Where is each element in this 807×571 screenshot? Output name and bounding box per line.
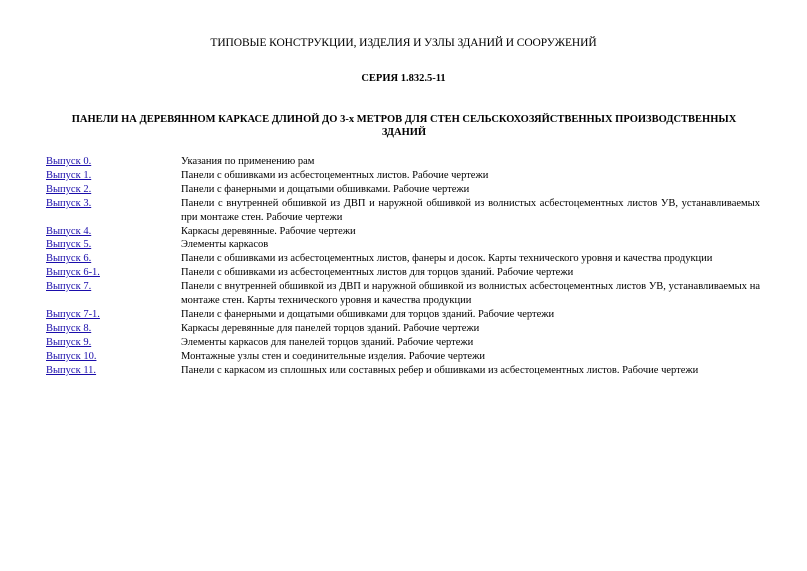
issue-description: Панели с обшивками из асбестоцементных листов. Рабочие чертежи (181, 169, 489, 181)
issue-description: Элементы каркасов (181, 239, 269, 251)
document-heading: ПАНЕЛИ НА ДЕРЕВЯННОМ КАРКАСЕ ДЛИНОЙ ДО 3-х МЕТРОВ ДЛЯ СТЕН СЕЛЬСКОХОЗЯЙСТВЕННЫХ ПРОИЗВОДСТВЕННЫХ ЗДАНИЙ (71, 114, 737, 138)
issue-description: Панели с каркасом из сплошных или составных ребер и обшивками из асбестоцементных листов. Рабочие чертежи (181, 364, 699, 376)
issue-link-4[interactable]: Выпуск 4. (46, 225, 92, 237)
issue-description: Каркасы деревянные для панелей торцов зданий. Рабочие чертежи (181, 322, 480, 334)
issue-description: Панели с внутренней обшивкой из ДВП и наружной обшивкой из волнистых асбестоцементных листов УВ, устанавливаемых при монтаже стен. Рабочие чертежи (181, 197, 760, 223)
issue-link-7-1[interactable]: Выпуск 7-1. (46, 308, 100, 320)
issue-row (46, 266, 760, 280)
issue-row (46, 252, 760, 266)
issue-row (46, 169, 760, 183)
issue-row (46, 322, 760, 336)
issue-row (46, 308, 760, 322)
issue-link-8[interactable]: Выпуск 8. (46, 322, 92, 334)
series-number: СЕРИЯ 1.832.5-11 (361, 73, 446, 84)
issue-description: Каркасы деревянные. Рабочие чертежи (181, 225, 356, 237)
issue-link-7[interactable]: Выпуск 7. (46, 281, 92, 293)
issue-description: Указания по применению рам (181, 156, 315, 167)
issue-link-6[interactable]: Выпуск 6. (46, 253, 92, 265)
issue-row (46, 155, 760, 169)
issue-row (46, 280, 760, 308)
issue-row (46, 183, 760, 197)
issue-description: Элементы каркасов для панелей торцов зданий. Рабочие чертежи (181, 336, 474, 348)
issue-link-1[interactable]: Выпуск 1. (46, 169, 92, 181)
issue-link-3[interactable]: Выпуск 3. (46, 197, 92, 209)
issue-row (46, 336, 760, 350)
issue-row (46, 197, 760, 225)
document-title: ТИПОВЫЕ КОНСТРУКЦИИ, ИЗДЕЛИЯ И УЗЛЫ ЗДАНИЙ И СООРУЖЕНИЙ (210, 37, 597, 49)
issue-link-2[interactable]: Выпуск 2. (46, 183, 92, 195)
issue-link-9[interactable]: Выпуск 9. (46, 336, 92, 348)
issue-link-6-1[interactable]: Выпуск 6-1. (46, 267, 100, 279)
issue-link-10[interactable]: Выпуск 10. (46, 350, 97, 362)
issue-description: Панели с обшивками из асбестоцементных листов, фанеры и досок. Карты технического уровня и качества продукции (181, 253, 713, 265)
issue-description: Панели с внутренней обшивкой из ДВП и наружной обшивкой из волнистых асбестоцементных листов УВ, устанавливаемых на монтаже стен. Карты технического уровня и качества продукции (181, 281, 760, 307)
issue-row (46, 225, 760, 239)
issue-row (46, 350, 760, 364)
issue-link-0[interactable]: Выпуск 0. (46, 156, 92, 167)
issue-link-11[interactable]: Выпуск 11. (46, 364, 97, 376)
issue-description: Панели с фанерными и дощатыми обшивками для торцов зданий. Рабочие чертежи (181, 308, 555, 320)
issue-row (46, 238, 760, 252)
issue-description: Монтажные узлы стен и соединительные изделия. Рабочие чертежи (181, 350, 485, 362)
issue-description: Панели с обшивками из асбестоцементных листов для торцов зданий. Рабочие чертежи (181, 267, 574, 279)
issue-row (46, 364, 760, 378)
issue-description: Панели с фанерными и дощатыми обшивками. Рабочие чертежи (181, 183, 470, 195)
issue-link-5[interactable]: Выпуск 5. (46, 239, 92, 251)
issues-list (46, 155, 760, 378)
